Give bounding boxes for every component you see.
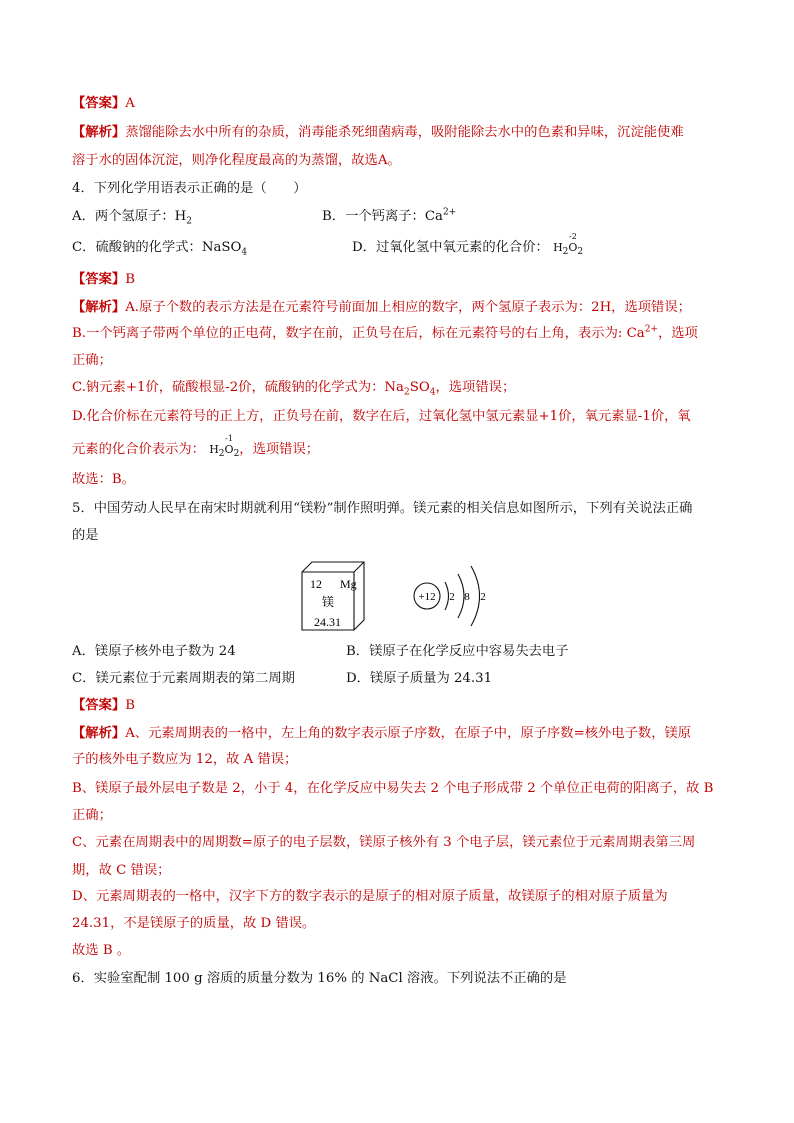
shell-1-count: 2 bbox=[449, 591, 455, 603]
atomic-number: 12 bbox=[310, 577, 322, 591]
q4-analysis-line-4 bbox=[72, 378, 515, 398]
q4-analysis-line-2 bbox=[72, 324, 698, 344]
subscript: 2 bbox=[218, 449, 225, 460]
answer-tag: 【答案】 bbox=[72, 96, 126, 111]
element-symbol: Mg bbox=[340, 577, 357, 591]
shell-2-count: 8 bbox=[464, 591, 470, 603]
q5-option-c: C．镁元素位于元素周期表的第二周期 bbox=[72, 671, 295, 686]
valence-mark: -1 bbox=[225, 434, 233, 443]
q5-stem-line-2: 的是 bbox=[72, 528, 99, 543]
q5-analysis-line-8: 24.31，不是镁原子的质量，故 D 错误。 bbox=[72, 916, 316, 931]
answer-value: B bbox=[125, 272, 135, 287]
electron-shell-2 bbox=[458, 574, 464, 618]
superscript: 2+ bbox=[442, 207, 457, 218]
q3-answer bbox=[72, 94, 135, 114]
q4-conclusion: 故选：B。 bbox=[72, 472, 135, 487]
electron-shell-3 bbox=[471, 566, 480, 626]
option-text: D．过氧化氢中氧元素的化合价： bbox=[352, 240, 549, 255]
formula bbox=[553, 232, 584, 258]
q4-stem: 4．下列化学用语表示正确的是（ ） bbox=[72, 181, 307, 196]
q4-option-b bbox=[322, 207, 456, 227]
analysis-tag: 【解析】 bbox=[72, 125, 126, 140]
q4-analysis-line-6 bbox=[72, 434, 320, 460]
analysis-text: ，选项错误； bbox=[239, 442, 320, 457]
electron-shell-1 bbox=[445, 582, 449, 610]
q4-analysis-line-5: D.化合价标在元素符号的正上方，正负号在前，数字在后，过氧化氢中氢元素显+1价，氧元素显-1价，氧 bbox=[72, 409, 691, 424]
analysis-text: 蒸馏能除去水中所有的杂质，消毒能杀死细菌病毒，吸附能除去水中的色素和异味，沉淀能使难 bbox=[125, 125, 684, 140]
analysis-text: C.钠元素+1价，硫酸根显-2价，硫酸钠的化学式为：Na bbox=[72, 380, 404, 395]
subscript: 2 bbox=[577, 247, 584, 258]
q4-option-d bbox=[352, 232, 584, 258]
subscript: 4 bbox=[429, 387, 436, 398]
element-o: O bbox=[568, 241, 578, 254]
option-text: B．一个钙离子：Ca bbox=[322, 209, 443, 224]
valence-o bbox=[568, 232, 578, 258]
superscript: 2+ bbox=[644, 324, 658, 335]
analysis-text: 元素的化合价表示为： bbox=[72, 442, 205, 457]
q5-option-d: D．镁原子质量为 24.31 bbox=[346, 671, 493, 686]
q6-stem: 6．实验室配制 100 g 溶质的质量分数为 16% 的 NaCl 溶液。下列说法不正确的是 bbox=[72, 971, 567, 986]
nucleus-charge: +12 bbox=[418, 591, 436, 603]
q5-option-b: B．镁原子在化学反应中容易失去电子 bbox=[346, 644, 569, 659]
subscript: 4 bbox=[241, 247, 248, 258]
q5-analysis-line-2: 子的核外电子数应为 12，故 A 错误； bbox=[72, 752, 298, 767]
subscript: 2 bbox=[403, 387, 410, 398]
analysis-tag: 【解析】 bbox=[72, 726, 126, 741]
analysis-text: ，选项 bbox=[657, 326, 698, 341]
q5-analysis-line-5: C、元素在周期表中的周期数=原子的电子层数，镁原子核外有 3 个电子层，镁元素位于元素周期表第三周 bbox=[72, 835, 696, 850]
analysis-tag: 【解析】 bbox=[72, 300, 126, 315]
q5-analysis-line-7: D、元素周期表的一格中，汉字下方的数字表示的是原子的相对原子质量，故镁原子的相对原子质量为 bbox=[72, 889, 668, 904]
answer-value: A bbox=[125, 96, 135, 111]
option-text: C．硫酸钠的化学式：NaSO bbox=[72, 240, 242, 255]
q4-option-a bbox=[72, 207, 192, 227]
option-text: A．两个氢原子：H bbox=[72, 209, 187, 224]
q4-answer bbox=[72, 270, 135, 290]
analysis-text: A.原子个数的表示方法是在元素符号前面加上相应的数字，两个氢原子表示为：2H，选项错误； bbox=[125, 300, 691, 315]
element-cell bbox=[302, 562, 364, 630]
analysis-text: SO bbox=[409, 380, 430, 395]
valence-o bbox=[224, 434, 234, 460]
q5-analysis-line-6: 期，故 C 错误； bbox=[72, 863, 171, 878]
q3-analysis-line-2: 溶于水的固体沉淀，则净化程度最高的为蒸馏，故选A。 bbox=[72, 153, 401, 168]
element-h: H bbox=[553, 241, 563, 254]
magnesium-figure bbox=[300, 560, 500, 638]
q4-option-c bbox=[72, 238, 247, 258]
subscript: 2 bbox=[233, 449, 240, 460]
q5-answer bbox=[72, 696, 135, 716]
subscript: 2 bbox=[186, 216, 193, 227]
analysis-text: B.一个钙离子带两个单位的正电荷，数字在前，正负号在后，标在元素符号的右上角，表示为: Ca bbox=[72, 326, 645, 341]
element-name: 镁 bbox=[322, 595, 335, 609]
formula bbox=[209, 434, 240, 460]
analysis-text: A、元素周期表的一格中，左上角的数字表示原子序数，在原子中，原子序数=核外电子数，镁原 bbox=[125, 726, 692, 741]
q5-stem-line-1: 5．中国劳动人民早在南宋时期就利用“镁粉”制作照明弹。镁元素的相关信息如图所示，下列有关说法正确 bbox=[72, 501, 693, 516]
element-o: O bbox=[224, 443, 234, 456]
q3-analysis-line-1 bbox=[72, 123, 684, 143]
element-h: H bbox=[209, 443, 219, 456]
answer-tag: 【答案】 bbox=[72, 698, 126, 713]
subscript: 2 bbox=[562, 247, 569, 258]
q5-analysis-line-4: 正确； bbox=[72, 808, 112, 823]
atomic-mass: 24.31 bbox=[314, 615, 341, 629]
analysis-text: ，选项错误； bbox=[435, 380, 516, 395]
q5-option-a: A．镁原子核外电子数为 24 bbox=[72, 644, 236, 659]
answer-value: B bbox=[125, 698, 135, 713]
q4-analysis-line-3: 正确； bbox=[72, 353, 112, 368]
q5-analysis-line-1 bbox=[72, 724, 691, 744]
atom-structure-diagram bbox=[414, 566, 486, 626]
valence-mark: -2 bbox=[569, 232, 577, 241]
shell-3-count: 2 bbox=[480, 591, 486, 603]
q4-analysis-line-1 bbox=[72, 298, 691, 318]
q5-conclusion: 故选 B 。 bbox=[72, 943, 131, 958]
answer-tag: 【答案】 bbox=[72, 272, 126, 287]
q5-analysis-line-3: B、镁原子最外层电子数是 2，小于 4，在化学反应中易失去 2 个电子形成带 2 个单位正电荷的阳离子，故 B bbox=[72, 781, 714, 796]
